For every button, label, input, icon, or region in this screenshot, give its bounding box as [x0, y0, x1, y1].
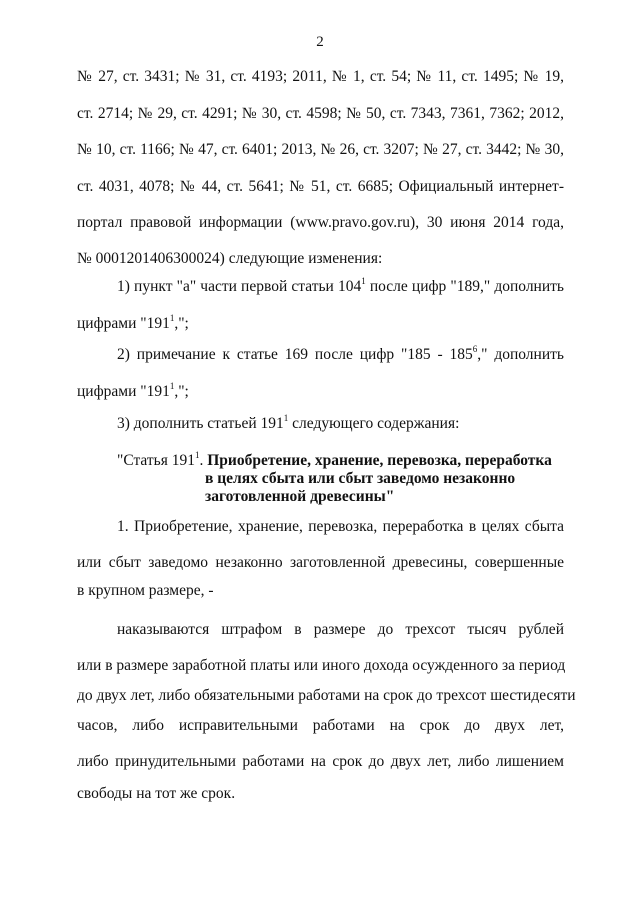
item-2-line-1: 2) примечание к статье 169 после цифр "$185 - 185^6$," дополнить [117, 343, 564, 363]
text-line: № 27, ст. 3431; № 31, ст. 4193; 2011, № 1, ст. 54; № 11, ст. 1495; № 19, [77, 68, 564, 85]
penalty-line: часов, либо исправительными работами на срок до двух лет, [77, 717, 564, 734]
penalty-line: либо принудительными работами на срок до двух лет, либо лишением [77, 753, 564, 770]
item-2-line-2: цифрами "$191^1$,"; [77, 380, 189, 400]
text-line: № 0001201406300024) следующие изменения: [77, 250, 383, 267]
part-1-line: в крупном размере, - [77, 582, 214, 599]
text-line: ст. 2714; № 29, ст. 4291; № 30, ст. 4598; № 50, ст. 7343, 7361, 7362; 2012, [77, 105, 564, 122]
item-3: 3) дополнить статьей $191^1$ следующего содержания: [117, 412, 460, 432]
penalty-line: наказываются штрафом в размере до трехсот тысяч рублей [117, 621, 564, 638]
text-line: ст. 4031, 4078; № 44, ст. 5641; № 51, ст. 6685; Официальный интернет- [77, 178, 564, 195]
text-line: № 10, ст. 1166; № 47, ст. 6401; 2013, № 26, ст. 3207; № 27, ст. 3442; № 30, [77, 141, 564, 158]
page-number: 2 [316, 34, 324, 50]
text-line: портал правовой информации (www.pravo.gov.ru), 30 июня 2014 года, [77, 214, 564, 231]
item-1-line-2: цифрами "$191^1$,"; [77, 312, 189, 332]
article-heading-line-3: заготовленной древесины" [205, 488, 395, 505]
item-1-line-1: 1) пункт "а" части первой статьи $104^1$ после цифр "189," дополнить [117, 275, 564, 295]
penalty-line: или в размере заработной платы или иного дохода осужденного за период [77, 657, 566, 674]
part-1-line: 1. Приобретение, хранение, перевозка, переработка в целях сбыта [117, 518, 564, 535]
penalty-line: до двух лет, либо обязательными работами на срок до трехсот шестидесяти [77, 687, 576, 704]
part-1-line: или сбыт заведомо незаконно заготовленной древесины, совершенные [77, 554, 564, 571]
article-heading-line-2: в целях сбыта или сбыт заведомо незаконно [205, 470, 516, 487]
article-heading: "Статья $191^1$. Приобретение, хранение, перевозка, переработка [117, 449, 552, 469]
penalty-line: свободы на тот же срок. [77, 785, 236, 802]
